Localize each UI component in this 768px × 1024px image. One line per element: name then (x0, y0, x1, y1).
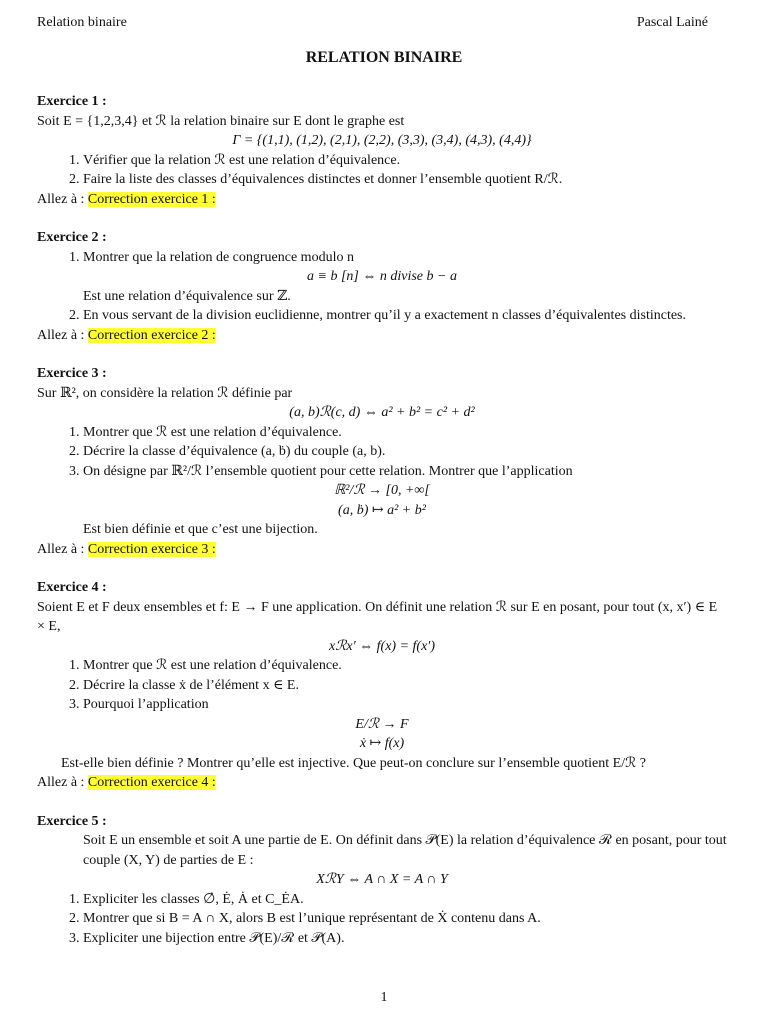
goto-line (37, 773, 727, 793)
equation: xℛx′ ⇔ f(x) = f(x′) (328, 638, 436, 654)
question: 2. Faire la liste des classes d’équivalences distinctes et donner l’ensemble quotient R/ℛ. (83, 170, 727, 190)
question: 2. Montrer que si B = A ∩ X, alors B est l’unique représentant de Ẋ contenu dans A. (83, 909, 727, 929)
exercise-title: Exercice 5 : (37, 813, 107, 829)
exercise-title: Exercice 4 : (37, 580, 107, 595)
equation: ℝ²/ℛ → [0, +∞[ (334, 483, 430, 498)
page-title: RELATION BINAIRE (305, 49, 463, 66)
question: 2. Décrire la classe d’équivalence (a, ḃ) du couple (a, b). (83, 442, 727, 462)
goto-label: Allez à : (37, 191, 85, 207)
question-list (37, 423, 727, 540)
question-continuation: Est une relation d’équivalence sur ℤ. (83, 288, 291, 304)
question (83, 695, 727, 754)
question-list (37, 248, 727, 326)
equation: (a, ḃ) ↦ a² + b² (338, 502, 426, 518)
question (83, 462, 727, 540)
correction-link[interactable]: Correction exercice 4 : (87, 775, 216, 790)
document-body (37, 92, 727, 967)
equation: ẋ ↦ f(x) (359, 736, 405, 751)
question-continuation: Est bien définie et que c’est une bijection. (83, 522, 318, 537)
question: 2. En vous servant de la division euclidienne, montrer qu’il y a exactement n classes d’équivalentes distinctes. (83, 306, 727, 326)
question-list (37, 890, 727, 949)
exercise-2 (37, 228, 727, 345)
correction-link[interactable]: Correction exercice 1 : (87, 191, 216, 207)
exercise-1 (37, 92, 727, 209)
exercise-4 (37, 578, 727, 793)
exercise-3 (37, 364, 727, 559)
question-text: Montrer que la relation de congruence modulo n (83, 249, 354, 265)
exercise-intro: Soit E un ensemble et soit A une partie de E. On définit dans 𝒫(E) la relation d’équivalence ℛ en posant, pour tout couple (X, Y) de parties de E : (83, 833, 727, 868)
goto-label: Allez à : (37, 775, 85, 790)
goto-label: Allez à : (37, 327, 85, 343)
equation: (a, b)ℛ(c, d) ⇔ a² + b² = c² + d² (289, 405, 475, 420)
equation: E/ℛ → F (355, 716, 409, 732)
question-list (37, 656, 727, 754)
question: 3. Expliciter une bijection entre 𝒫(E)/ℛ et 𝒫(A). (83, 929, 727, 949)
header-right: Pascal Lainé (636, 15, 708, 30)
question-list (37, 151, 727, 190)
question: 2. Décrire la classe ẋ de l’élément x ∈ E. (83, 676, 727, 696)
equation: a ≡ b [n] ⇔ n divise b − a (307, 269, 457, 284)
correction-link[interactable]: Correction exercice 2 : (87, 327, 216, 343)
exercise-intro: Soient E et F deux ensembles et f: E → F une application. On définit une relation ℛ sur E en posant, pour tout (x, x′) ∈ E × E, (37, 599, 718, 634)
goto-line (37, 540, 727, 560)
question-text: Pourquoi l’application (83, 697, 209, 712)
exercise-title: Exercice 3 : (37, 366, 107, 381)
goto-label: Allez à : (37, 541, 85, 557)
header-left: Relation binaire (37, 15, 127, 30)
question-text: On désigne par ℝ²/ℛ l’ensemble quotient pour cette relation. Montrer que l’application (83, 463, 573, 479)
question (83, 248, 727, 307)
question: 1. Montrer que ℛ est une relation d’équivalence. (83, 656, 727, 676)
question: 1. Vérifier que la relation ℛ est une relation d’équivalence. (83, 151, 727, 171)
correction-link[interactable]: Correction exercice 3 : (87, 541, 216, 557)
page-number: 1 (380, 990, 388, 1005)
question-continuation: Est-elle bien définie ? Montrer qu’elle est injective. Que peut-on conclure sur l’ensemble quotient E/ℛ ? (61, 755, 646, 771)
question: 1. Expliciter les classes ∅̇, Ė, Ȧ et C_ĖA. (83, 890, 727, 910)
goto-line (37, 190, 727, 210)
exercise-5 (37, 812, 727, 949)
equation: XℛY ⇔ A ∩ X = A ∩ Y (316, 872, 448, 887)
question: 1. Montrer que ℛ est une relation d’équivalence. (83, 423, 727, 443)
exercise-title: Exercice 1 : (37, 94, 107, 109)
exercise-intro: Sur ℝ², on considère la relation ℛ définie par (37, 385, 293, 401)
exercise-intro: Soit E = {1,2,3,4} et ℛ la relation binaire sur E dont le graphe est (37, 113, 405, 129)
exercise-title: Exercice 2 : (37, 230, 107, 245)
goto-line (37, 326, 727, 346)
equation: Γ = {(1,1), (1,2), (2,1), (2,2), (3,3), (3,4), (4,3), (4,4)} (232, 133, 532, 148)
